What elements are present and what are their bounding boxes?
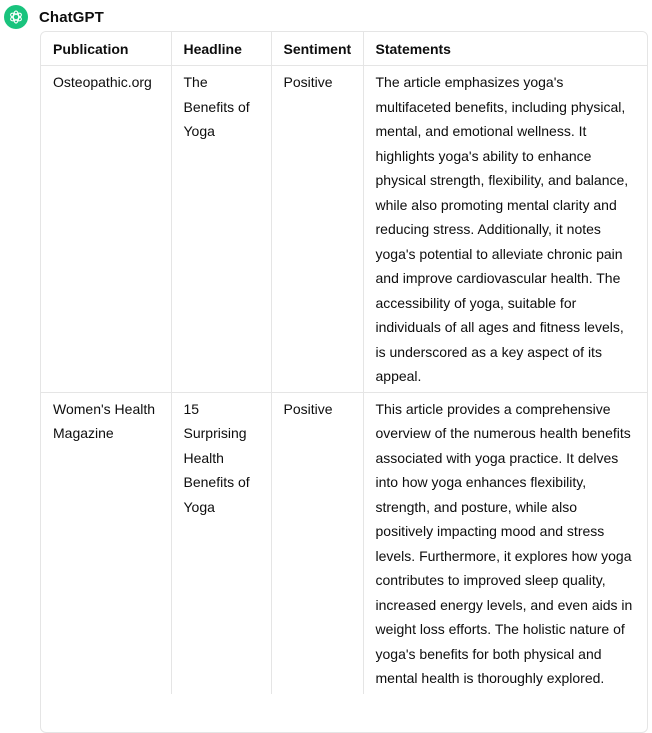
chatgpt-avatar xyxy=(4,5,28,29)
table-header-row xyxy=(41,32,647,66)
openai-logo-icon xyxy=(8,9,24,25)
cell-sentiment: Positive xyxy=(271,392,363,694)
cell-statements: The article emphasizes yoga's multifaceted benefits, including physical, mental, and emotional wellness. It highlights yoga's ability to enhance physical strength, flexibility, and balance, while also promoting mental clarity and reducing stress. Additionally, it notes yoga's potential to alleviate chronic pain and improve cardiovascular health. The accessibility of yoga, suitable for individuals of all ages and fitness levels, is underscored as a key aspect of its appeal. xyxy=(363,66,647,393)
table-row xyxy=(41,392,647,694)
header-sentiment: Sentiment xyxy=(271,32,363,66)
cell-publication: Osteopathic.org xyxy=(41,66,171,393)
cell-publication: Women's Health Magazine xyxy=(53,400,156,441)
header-headline: Headline xyxy=(171,32,271,66)
message-author: ChatGPT xyxy=(39,8,104,26)
cell-statements: This article provides a comprehensive overview of the numerous health benefits associated with yoga practice. It delves into how yoga enhances flexibility, strength, and posture, while also positively impacting mood and stress levels. Furthermore, it explores how yoga contributes to improved sleep quality, increased energy levels, and even aids in weight loss efforts. The holistic nature of yoga's benefits for both physical and mental health is thoroughly explored. xyxy=(363,392,647,694)
table-row xyxy=(41,66,647,393)
message-header xyxy=(4,4,104,30)
header-statements: Statements xyxy=(363,32,647,66)
cell-headline: The Benefits of Yoga xyxy=(171,66,271,393)
response-table-container xyxy=(40,31,648,733)
response-table xyxy=(41,32,647,694)
cell-sentiment: Positive xyxy=(271,66,363,393)
header-publication: Publication xyxy=(41,32,171,66)
cell-headline: 15 Surprising Health Benefits of Yoga xyxy=(171,392,271,694)
